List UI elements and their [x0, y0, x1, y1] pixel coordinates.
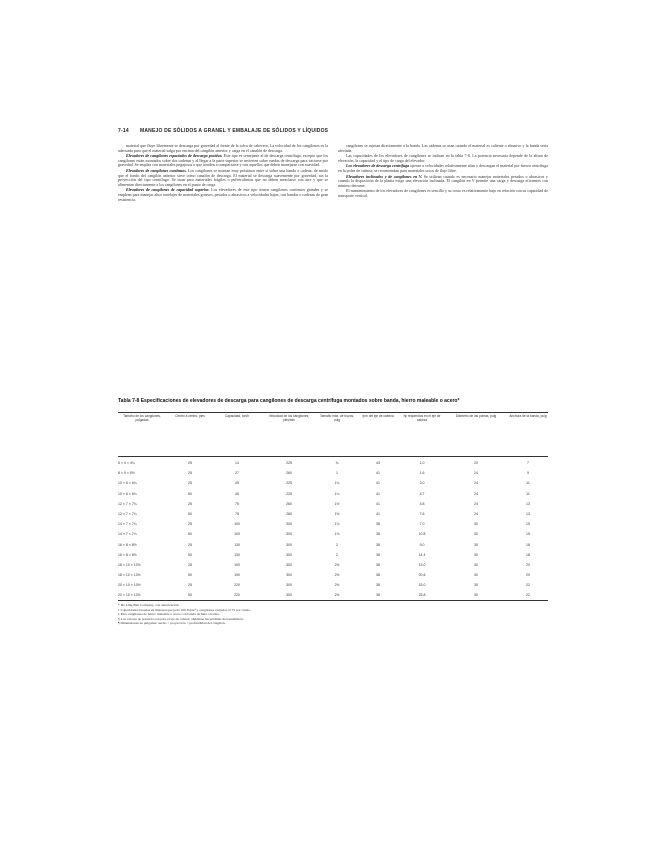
table-cell: 300 — [286, 562, 292, 567]
table-cell: 9.0 — [419, 542, 425, 547]
table-cell: 225 — [286, 481, 292, 486]
table-cell: 4.7 — [419, 491, 425, 496]
table-cell: 6 × 4 × 4¼ — [118, 461, 135, 465]
right-text-column — [338, 144, 548, 384]
paragraph-lead: Elevadores de cangilones de capacidad superior. — [126, 187, 212, 193]
table-cell: 38 — [376, 542, 380, 547]
table-header — [118, 415, 548, 455]
table-cell: 14 × 7 × 7¼ — [118, 522, 137, 527]
table-cell: 38 — [376, 573, 380, 578]
paragraph-text: Las capacidades de los elevadores de cangilones se indican en la tabla 7-8. La potencia necesaria depende de la altura de elevación, la capacidad y el tipo de carga del elevador. — [338, 153, 548, 163]
table-cell: 2½ — [334, 562, 340, 567]
table-cell: 260 — [286, 511, 292, 516]
table-row — [118, 592, 548, 602]
table-cell: 30 — [474, 583, 478, 588]
table-cell: 24 — [474, 491, 478, 496]
footnote: ¶ Dimensiones en pulgadas: ancho × proyección × profundidad del cangilón. — [118, 621, 226, 625]
column-header: hp requeridos en el eje de cabeza — [403, 414, 441, 422]
table-cell: 41 — [376, 481, 380, 486]
paragraph — [118, 154, 328, 168]
table-row — [118, 552, 548, 562]
table-cell: 2 — [336, 542, 338, 547]
column-header: rpm del eje de cabeza — [362, 414, 394, 418]
table-cell: 30 — [474, 562, 478, 567]
column-header: Anchura de la banda, pulg — [509, 414, 547, 418]
table-row — [118, 542, 548, 552]
table-cell: 38 — [376, 522, 380, 527]
table-cell: 190 — [234, 573, 240, 578]
table-cell: 25 — [188, 522, 192, 527]
table-cell: 2 — [336, 552, 338, 557]
table-cell: 20.6 — [418, 573, 426, 578]
paragraph-text: operan a velocidades relativamente altas y descargan el material por fuerza centrífuga en la polea de cabeza; se recomiendan para materiales secos de flujo libre. — [338, 163, 548, 173]
paragraph-text: cangilones se sujetan directamente a la banda. Las cadenas se usan cuando el material es caliente o abrasivo y la banda sería afectada. — [338, 144, 548, 153]
table-cell: 190 — [234, 562, 240, 567]
table-cell: 12 × 7 × 7¼ — [118, 511, 137, 516]
paragraph-lead: Los elevadores de descarga centrífuga — [346, 163, 411, 169]
table-cell: 50 — [188, 593, 192, 598]
table-cell: 38 — [376, 562, 380, 567]
paragraph-lead: Elevadores de cangilones espaciados de descarga positiva. — [126, 153, 224, 159]
table-cell: 14 — [235, 461, 239, 465]
table-row — [118, 572, 548, 582]
table-cell: 1¾ — [334, 532, 340, 537]
table-cell: 220 — [234, 583, 240, 588]
paragraph — [338, 164, 548, 173]
table-cell: 1.0 — [419, 461, 425, 465]
paragraph-lead: Elevadores inclinados y de cangilones en V. — [346, 173, 424, 179]
table-cell: 25 — [188, 583, 192, 588]
column-header: Tamaño máx. de trozos, pulg — [319, 414, 354, 422]
table-cell: 11 — [526, 481, 530, 486]
table-cell: 20 × 10 × 10½ — [118, 583, 141, 588]
table-cell: 10 × 6 × 6¼ — [118, 491, 137, 496]
table-cell: 25 — [188, 481, 192, 486]
table-row — [118, 491, 548, 501]
table-cell: 38 — [376, 532, 380, 537]
table-cell: 50 — [188, 573, 192, 578]
paragraph — [118, 144, 328, 153]
table-cell: 50 — [188, 552, 192, 557]
table-cell: 24 — [474, 511, 478, 516]
paragraph-text: El mantenimiento de los elevadores de cangilones es sencillo y su costo es relativamente bajo en relación con su capacidad de transporte vertical. — [338, 188, 548, 198]
column-header: Velocidad de los cangilones, pies/min — [268, 414, 310, 422]
table-cell: 260 — [286, 501, 292, 506]
table-cell: 41 — [376, 511, 380, 516]
footnote: ‡ Para cangilones de hierro maleable o acero con banda de hule o balata. — [118, 612, 220, 616]
paragraph-lead: Elevadores de cangilones continuos. — [126, 167, 189, 173]
left-text-column — [118, 144, 328, 384]
table-cell: 7 — [527, 461, 529, 465]
table-cell: 10.8 — [418, 532, 426, 537]
paragraph-text: material que fluye libremente se descarga por gravedad al frente de la tolva de cabecera. La velocidad de los cangilones es la adecuada para que el material salga por encima del cangilón anterior y caiga en el canalón de descarga. — [118, 144, 328, 153]
column-header: Centro a centro, pies — [175, 414, 205, 418]
table-cell: 300 — [286, 573, 292, 578]
table-cell: 30 — [474, 522, 478, 527]
footnote: † Capacidades basadas en material que pesa 100 lb/pie³ y cangilones cargados al 75 por ciento. — [118, 607, 251, 612]
table-cell: 41 — [376, 491, 380, 496]
table-cell: 38 — [376, 583, 380, 588]
table-row — [118, 562, 548, 572]
table-cell: 20 — [526, 562, 530, 567]
table-row — [118, 460, 548, 470]
table-cell: 22 — [526, 593, 530, 598]
table-cell: 25 — [188, 461, 192, 465]
table-cell: 30 — [474, 542, 478, 547]
table-cell: 14.4 — [418, 552, 426, 557]
table-cell: 1¼ — [334, 481, 340, 486]
table-cell: 300 — [286, 552, 292, 557]
table-row — [118, 511, 548, 521]
table-cell: 300 — [286, 522, 292, 527]
table-cell: 30 — [474, 593, 478, 598]
table-header-rule — [118, 456, 548, 457]
paragraph-text: Se utilizan cuando es necesario manejar materiales pesados o abrasivos y cuando la disposición de la planta exige una elevación inclinada. El cangilón en V permite una carga y descarga eficientes con mínimo derrame. — [338, 173, 548, 188]
table-body — [118, 460, 548, 603]
table-cell: ¾ — [335, 461, 339, 465]
column-header: Tamaño de los cangilones, pulgadas — [123, 414, 161, 422]
table-cell: 25 — [188, 471, 192, 476]
paragraph-text: Los cangilones se montan muy próximos entre sí sobre una banda o cadena, de modo que el fondo del cangilón anterior sirve como canalón de descarga. El material se descarga suavemente por gravedad, sin la proyección del tipo centrífugo. Se usan para materiales frágiles o pulverulentos que no deben mezclarse con aire y que se alimentan directamente a los cangilones en el punto de carga. — [118, 167, 328, 187]
table-cell: 75 — [235, 501, 239, 506]
table-cell: 27 — [235, 471, 239, 476]
table-cell: 7.6 — [419, 511, 425, 516]
table-cell: 18 — [526, 542, 530, 547]
table-cell: 100 — [234, 532, 240, 537]
table-cell: 225 — [286, 491, 292, 496]
table-cell: 100 — [234, 522, 240, 527]
table-cell: 130 — [234, 542, 240, 547]
table-cell: 1½ — [334, 511, 340, 516]
table-row — [118, 582, 548, 592]
table-cell: 20 × 10 × 10½ — [118, 593, 141, 598]
table-footnotes — [118, 603, 548, 626]
table-cell: 1 — [336, 471, 338, 476]
table-cell: 18 × 10 × 10½ — [118, 573, 141, 578]
table-cell: 20 — [526, 573, 530, 578]
table-row — [118, 470, 548, 480]
table-cell: 38 — [376, 593, 380, 598]
table-cell: 1¾ — [334, 522, 340, 527]
table-cell: 25 — [188, 542, 192, 547]
table-bottom-rule — [118, 600, 548, 601]
footnote: § Los valores de potencia son para el eje de cabeza; añádanse las pérdidas de transmisión. — [118, 616, 244, 621]
table-row — [118, 521, 548, 531]
table-cell: 1.6 — [419, 471, 425, 476]
table-cell: 38 — [376, 552, 380, 557]
table-top-rule — [118, 412, 548, 413]
table-cell: 225 — [286, 461, 292, 465]
page-number: 7-14 — [118, 128, 129, 134]
page-header — [118, 128, 548, 138]
running-title: MANEJO DE SÓLIDOS A GRANEL Y EMBALAJE DE SÓLIDOS Y LÍQUIDOS — [140, 128, 329, 134]
paragraph — [118, 188, 328, 202]
table-cell: 300 — [286, 532, 292, 537]
paragraph — [338, 154, 548, 163]
table-cell: 130 — [234, 552, 240, 557]
table-cell: 15 — [526, 532, 530, 537]
table-cell: 220 — [234, 593, 240, 598]
paragraph — [338, 189, 548, 198]
table-cell: 18 × 10 × 10½ — [118, 562, 141, 567]
paragraph — [338, 144, 548, 153]
table-cell: 16 × 8 × 8½ — [118, 552, 137, 557]
table-cell: 7.0 — [419, 522, 425, 527]
table-cell: 15 — [526, 522, 530, 527]
table-cell: 2½ — [334, 593, 340, 598]
table-cell: 300 — [286, 542, 292, 547]
table-cell: 2½ — [334, 583, 340, 588]
table-cell: 9 — [527, 471, 529, 476]
table-cell: 300 — [286, 583, 292, 588]
paragraph — [118, 169, 328, 187]
table-cell: 24 — [474, 501, 478, 506]
table-cell: 41 — [376, 501, 380, 506]
paragraph-text: Los elevadores de este tipo tienen cangilones continuos grandes y se emplean para manejar altos tonelajes de materiales gruesos, pesados o abrasivos a velocidades bajas, con bandas o cadenas de gran resistencia. — [118, 187, 328, 202]
footnote: * De Link-Belt Company, con autorización. — [118, 603, 180, 607]
table-cell: 16 × 8 × 8½ — [118, 542, 137, 547]
table-cell: 20 — [474, 461, 478, 465]
table-cell: 8 × 5 × 5½ — [118, 471, 135, 476]
table-cell: 50 — [188, 511, 192, 516]
table-row — [118, 501, 548, 511]
column-header: Diámetro de las poleas, pulg — [455, 414, 497, 418]
table-cell: 15.0 — [418, 583, 426, 588]
table-cell: 30 — [474, 552, 478, 557]
table-cell: 2½ — [334, 573, 340, 578]
table-cell: 25 — [188, 562, 192, 567]
table-caption: Tabla 7-8 Especificaciones de elevadores de descarga para cangilones de descarga centrífuga montados sobre banda, hierro maleable o acero* — [118, 398, 460, 404]
table-cell: 75 — [235, 511, 239, 516]
table-cell: 30 — [474, 532, 478, 537]
table-cell: 22 — [526, 583, 530, 588]
table-cell: 24 — [474, 481, 478, 486]
table-cell: 43 — [376, 461, 380, 465]
paragraph-text: Este tipo es semejante al de descarga centrífuga, excepto que los cangilones están montados sobre dos cadenas y al llegar a la parte superior se invierten sobre ruedas de descarga para vaciarse por gravedad. Se emplea con materiales pegajosos o que tienden a compactarse y con aquellos que deben manejarse con suavidad. — [118, 153, 328, 168]
table-cell: 13 — [526, 501, 530, 506]
table-cell: 45 — [235, 481, 239, 486]
table-cell: 3.0 — [419, 481, 425, 486]
table-cell: 18 — [526, 552, 530, 557]
table-cell: 1¼ — [334, 491, 340, 496]
table-cell: 24 — [474, 471, 478, 476]
table-cell: 25 — [188, 501, 192, 506]
table-cell: 11 — [526, 491, 530, 496]
table-cell: 45 — [235, 491, 239, 496]
table-cell: 30 — [474, 573, 478, 578]
table-cell: 23.8 — [418, 593, 426, 598]
table-cell: 14 × 7 × 7¼ — [118, 532, 137, 537]
table-cell: 50 — [188, 491, 192, 496]
table-cell: 50 — [188, 532, 192, 537]
column-header: Capacidad, ton/h — [224, 414, 250, 418]
table-cell: 13.0 — [418, 562, 426, 567]
table-cell: 13 — [526, 511, 530, 516]
paragraph — [338, 175, 548, 189]
table-cell: 4.8 — [419, 501, 425, 506]
table-cell: 260 — [286, 471, 292, 476]
table-cell: 1½ — [334, 501, 340, 506]
table-cell: 41 — [376, 471, 380, 476]
table-cell: 10 × 6 × 6¼ — [118, 481, 137, 486]
table-cell: 12 × 7 × 7¼ — [118, 501, 137, 506]
table-row — [118, 480, 548, 490]
table-cell: 300 — [286, 593, 292, 598]
table-row — [118, 531, 548, 541]
